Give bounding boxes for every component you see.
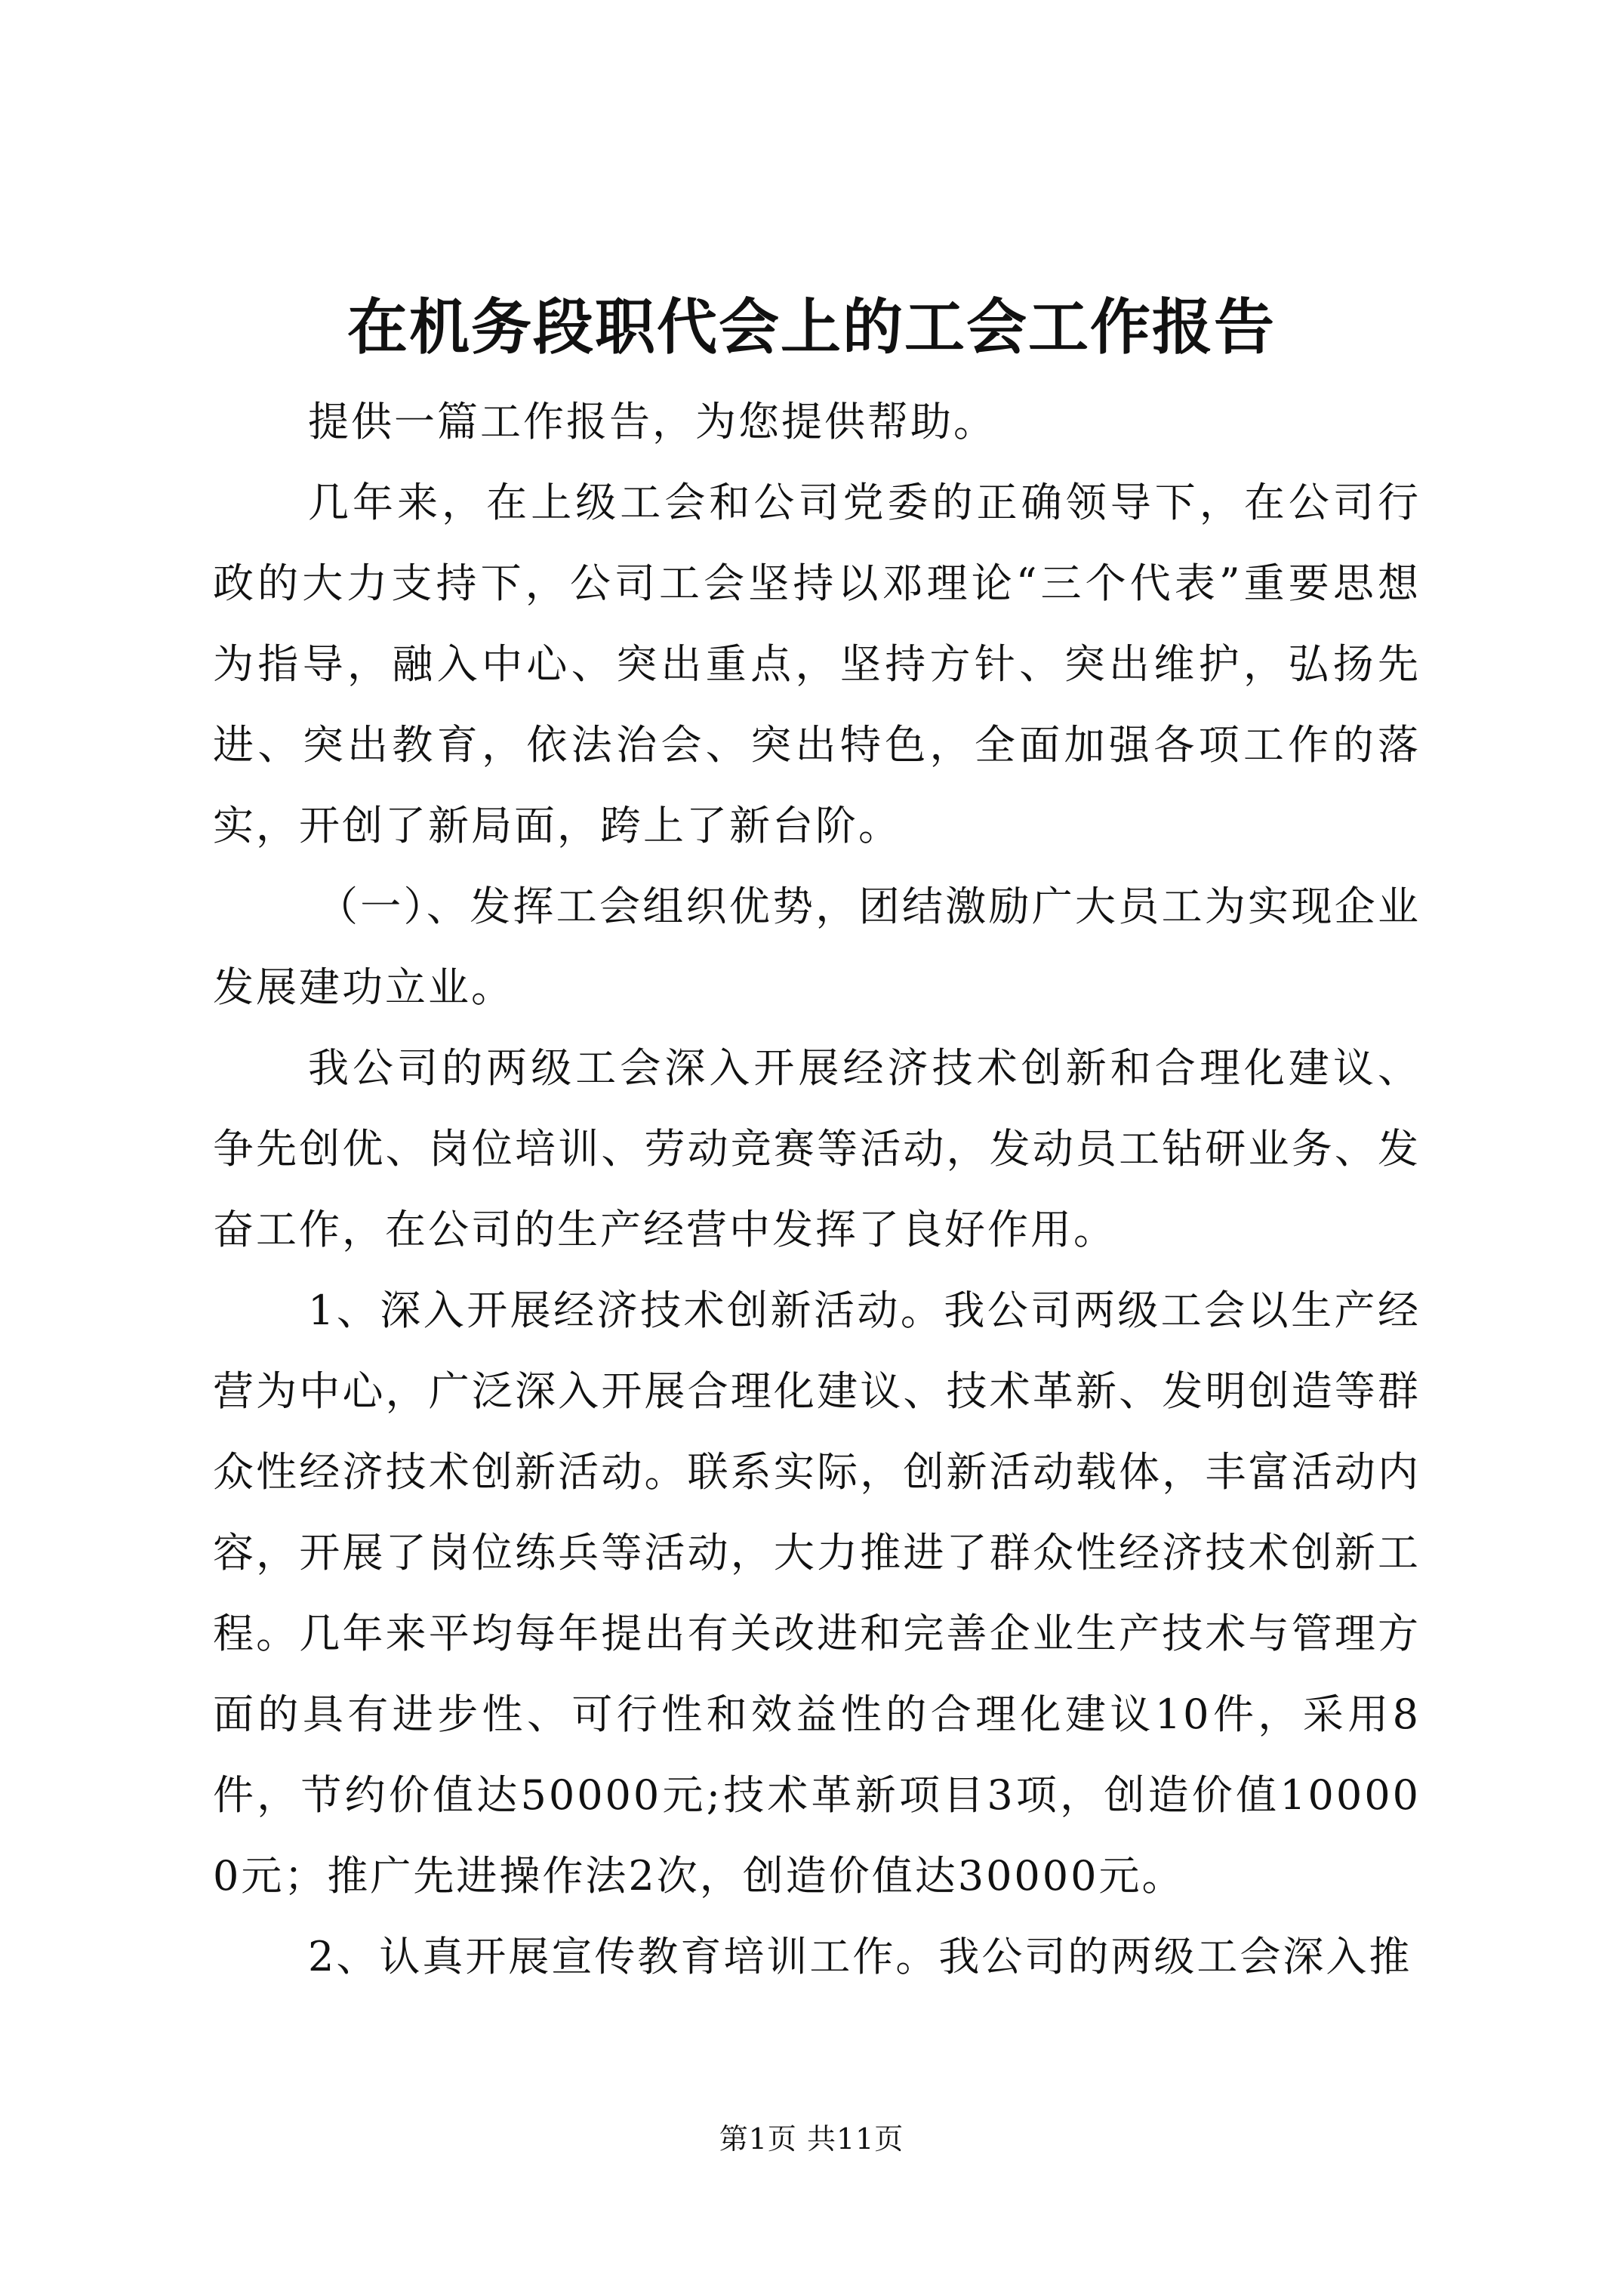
intro-paragraph: 提供一篇工作报告，为您提供帮助。 <box>308 398 996 445</box>
document-body <box>213 381 1421 1997</box>
document-title: 在机务段职代会上的工会工作报告 <box>347 291 1276 362</box>
item-2-paragraph: 2、认真开展宣传教育培训工作。我公司的两级工会深入推 <box>308 1933 1412 1980</box>
page-number-footer: 第1页 共11页 <box>719 2122 904 2156</box>
item-1-paragraph: 1、深入开展经济技术创新活动。我公司两级工会以生产经营为中心，广泛深入开展合理化建议、技术革新、发明创造等群众性经济技术创新活动。联系实际，创新活动载体，丰富活动内容，开展了岗位练兵等活动，大力推进了群众性经济技术创新工程。几年来平均每年提出有关改进和完善企业生产技术与管理方面的具有进步性、可行性和效益性的合理化建议10件，采用8件，节约价值达50000元;技术革新项目3项，创造价值100000元；推广先进操作法2次，创造价值达30000元。 <box>213 1287 1421 1900</box>
section-1-paragraph: 我公司的两级工会深入开展经济技术创新和合理化建议、争先创优、岗位培训、劳动竞赛等活动，发动员工钻研业务、发奋工作，在公司的生产经营中发挥了良好作用。 <box>213 1044 1421 1253</box>
overview-paragraph: 几年来，在上级工会和公司党委的正确领导下，在公司行政的大力支持下，公司工会坚持以邓理论“三个代表”重要思想为指导，融入中心、突出重点，坚持方针、突出维护，弘扬先进、突出教育，依法治会、突出特色，全面加强各项工作的落实，开创了新局面，跨上了新台阶。 <box>213 479 1421 849</box>
section-heading-1: （一）、发挥工会组织优势，团结激励广大员工为实现企业发展建功立业。 <box>213 883 1421 1011</box>
